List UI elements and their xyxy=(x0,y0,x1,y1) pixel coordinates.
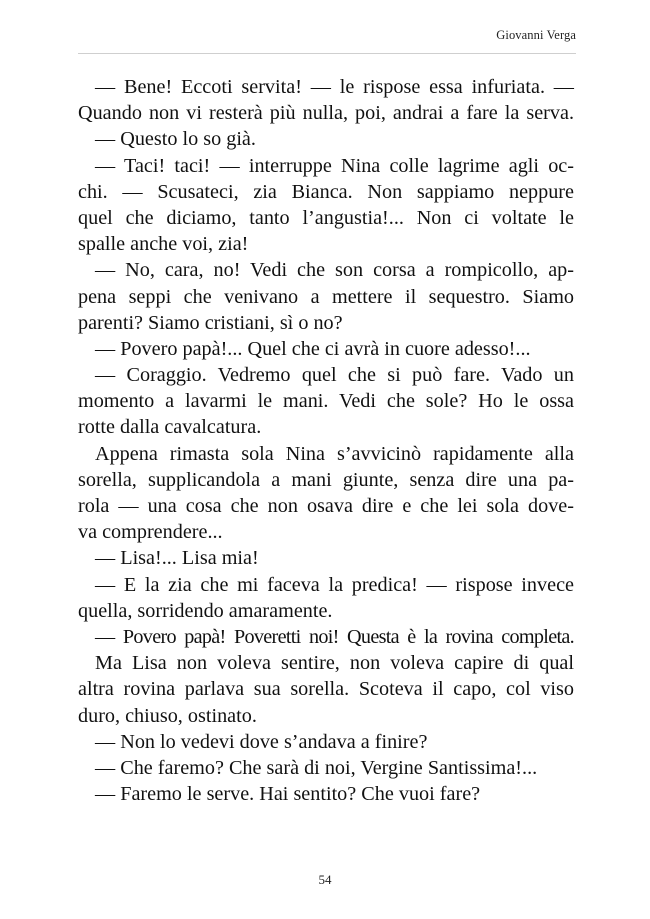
text-line: parenti? Siamo cristiani, sì o no? xyxy=(78,311,343,334)
text-line: momento a lavarmi le mani. Vedi che sole? Ho le ossa xyxy=(78,390,574,413)
text-line: chi. — Scusateci, zia Bianca. Non sappiamo neppure xyxy=(78,180,574,203)
text-line: — Taci! taci! — interruppe Nina colle lagrime agli oc- xyxy=(95,154,574,177)
text-line: pena seppi che venivano a mettere il sequestro. Siamo xyxy=(78,285,574,308)
text-line: Appena rimasta sola Nina s’avvicinò rapidamente alla xyxy=(95,442,574,465)
text-line: altra rovina parlava sua sorella. Scoteva il capo, col viso xyxy=(78,678,574,701)
header-divider xyxy=(78,53,576,54)
text-line: — No, cara, no! Vedi che son corsa a rompicollo, ap- xyxy=(95,259,574,282)
text-line: quel che diciamo, tanto l’angustia!... Non ci voltate le xyxy=(78,206,574,229)
running-header-author: Giovanni Verga xyxy=(496,28,576,42)
text-line: — Povero papà! Poveretti noi! Questa è la rovina completa. xyxy=(95,625,574,648)
text-line: rotte dalla cavalcatura. xyxy=(78,416,262,439)
text-line: — Coraggio. Vedremo quel che si può fare. Vado un xyxy=(95,364,574,387)
text-line: rola — una cosa che non osava dire e che lei sola dove- xyxy=(78,495,574,517)
text-line: — Faremo le serve. Hai sentito? Che vuoi fare? xyxy=(95,783,481,806)
text-line: — Che faremo? Che sarà di noi, Vergine Santissima!... xyxy=(95,756,538,779)
text-line: — Questo lo so già. xyxy=(95,128,256,151)
text-line: duro, chiuso, ostinato. xyxy=(78,704,257,727)
text-line: — Lisa!... Lisa mia! xyxy=(95,547,259,570)
text-line: sorella, supplicandola a mani giunte, senza dire una pa- xyxy=(78,468,574,491)
page-body-text xyxy=(78,74,574,807)
text-line: quella, sorridendo amaramente. xyxy=(78,599,333,622)
text-line: spalle anche voi, zia! xyxy=(78,233,249,256)
text-line: — Bene! Eccoti servita! — le rispose essa infuriata. — xyxy=(95,76,574,98)
text-line: Ma Lisa non voleva sentire, non voleva capire di qual xyxy=(95,652,574,675)
text-line: — Povero papà!... Quel che ci avrà in cuore adesso!... xyxy=(95,337,531,360)
text-line: — Non lo vedevi dove s’andava a finire? xyxy=(95,730,428,753)
page-number: 54 xyxy=(318,872,332,887)
text-line: — E la zia che mi faceva la predica! — rispose invece xyxy=(95,573,574,596)
text-line: va comprendere... xyxy=(78,521,223,544)
text-line: Quando non vi resterà più nulla, poi, andrai a fare la serva. xyxy=(78,102,574,125)
